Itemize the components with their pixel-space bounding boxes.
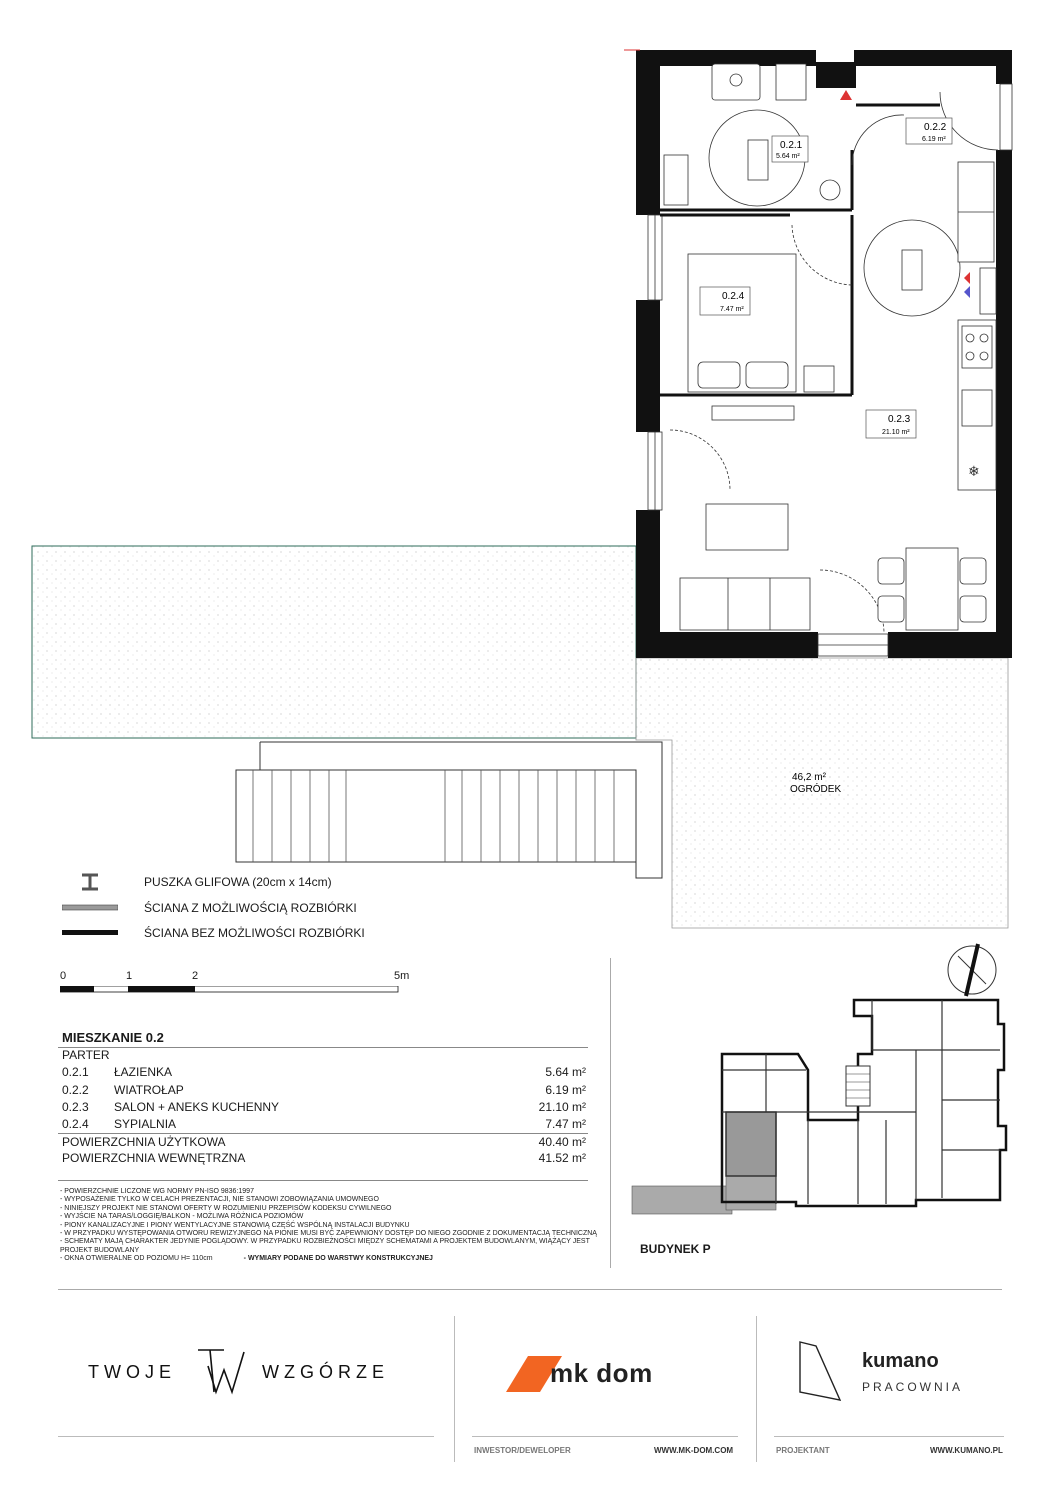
legend-label: PUSZKA GLIFOWA (20cm x 14cm)	[144, 875, 332, 889]
total-name: POWIERZCHNIA UŻYTKOWA	[62, 1135, 226, 1149]
room-number: 0.2.2	[62, 1083, 89, 1097]
total-area: 41.52 m²	[538, 1151, 586, 1165]
legend-label: ŚCIANA Z MOŻLIWOŚCIĄ ROZBIÓRKI	[144, 901, 357, 915]
divider	[454, 1316, 455, 1462]
note-line: - PIONY KANALIZACYJNE I PIONY WENTYLACYJNE STANOWIĄ CZĘŚĆ WSPÓLNĄ INSTALACJI BUDYNKU	[60, 1221, 410, 1229]
scale-bar	[60, 986, 400, 994]
room-area: 5.64 m²	[545, 1065, 586, 1079]
gray-wall-icon	[62, 904, 118, 912]
kumano-logo-icon	[796, 1338, 846, 1404]
divider	[58, 1180, 588, 1181]
garden-area	[32, 546, 1008, 928]
notes	[60, 1188, 600, 1264]
room-area: 7.47 m²	[720, 306, 744, 313]
svg-text:❄: ❄	[968, 463, 980, 479]
room-label-0-2-2	[906, 118, 952, 144]
glif-box-icon	[62, 873, 118, 891]
legend-item-glif-box	[62, 873, 332, 891]
note-dimensions: - WYMIARY PODANE DO WARSTWY KONSTRUKCYJNEJ	[243, 1255, 433, 1263]
room-area: 21.10 m²	[538, 1100, 586, 1114]
room-number: 0.2.3	[62, 1100, 89, 1114]
note-line: - WYPOSAŻENIE TYLKO W CELACH PREZENTACJI, NIE STANOWI ZOBOWIĄZANIA UMOWNEGO	[60, 1196, 379, 1204]
bathroom-fixtures	[664, 64, 840, 206]
garden-label: OGRÓDEK	[790, 784, 842, 795]
investor-label: INWESTOR/DEWELOPER	[474, 1446, 571, 1455]
designer-name: kumano	[862, 1350, 939, 1372]
divider	[774, 1436, 1004, 1437]
room-area: 6.19 m²	[922, 136, 946, 143]
garden-area-label: 46,2 m²	[792, 772, 826, 783]
legend-label: ŚCIANA BEZ MOŻLIWOŚCI ROZBIÓRKI	[144, 926, 365, 940]
building-key-plan	[626, 940, 1036, 1240]
room-id: 0.2.1	[780, 140, 803, 151]
room-row	[62, 1083, 586, 1100]
terrace-stairs	[236, 742, 662, 878]
room-id: 0.2.4	[722, 291, 745, 302]
note-line: - SCHEMATY MAJĄ CHARAKTER JEDYNIE POGLĄDOWY. W PRZYPADKU ROZBIEŻNOŚCI MIĘDZY SCHEMATAMI A PROJEKTEM BUDOWLANYM, WIĄŻĄCY JEST PROJEKT BUDOWLANY	[60, 1238, 590, 1254]
scale-label-1: 1	[126, 970, 133, 982]
room-id: 0.2.3	[888, 414, 911, 425]
total-area: 40.40 m²	[538, 1135, 586, 1149]
room-id: 0.2.2	[924, 122, 947, 133]
black-wall-icon	[62, 929, 118, 937]
note-line: - WYJŚCIE NA TARAS/LOGGIĘ/BALKON - MOŻLIWA RÓŻNICA POZIOMÓW	[60, 1213, 304, 1221]
room-row	[62, 1117, 586, 1134]
brand-wzgorze: WZGÓRZE	[262, 1362, 389, 1382]
room-name: ŁAZIENKA	[114, 1065, 173, 1079]
room-area: 6.19 m²	[545, 1083, 586, 1097]
room-number: 0.2.4	[62, 1117, 89, 1131]
room-row	[62, 1100, 586, 1117]
investor-url[interactable]: WWW.MK-DOM.COM	[654, 1446, 734, 1455]
hall-fixtures	[864, 162, 996, 316]
room-area: 7.47 m²	[545, 1117, 586, 1131]
room-row	[62, 1065, 586, 1082]
scale-label-2: 2	[192, 970, 199, 982]
note-window-height: - OKNA OTWIERALNE OD POZIOMU H= 110cm	[60, 1255, 213, 1263]
room-area: 5.64 m²	[776, 153, 800, 160]
building-label: BUDYNEK P	[640, 1242, 711, 1256]
note-line: - NINIEJSZY PROJEKT NIE STANOWI OFERTY W ROZUMIENIU PRZEPISÓW KODEKSU CYWILNEGO	[60, 1204, 392, 1212]
room-number: 0.2.1	[62, 1065, 89, 1079]
scale-label-5m: 5m	[394, 970, 410, 982]
divider	[58, 1047, 588, 1048]
legend-item-demolishable-wall	[62, 901, 357, 915]
room-name: WIATROŁAP	[114, 1083, 184, 1097]
room-label-0-2-1	[772, 136, 808, 162]
total-name: POWIERZCHNIA WEWNĘTRZNA	[62, 1151, 246, 1165]
note-line: - W PRZYPADKU WYSTĘPOWANIA OTWORU REWIZYJNEGO NA PIONIE MUSI BYĆ ZAPEWNIONY DOSTĘP DO NIEGO ZGODNIE Z DOKUMENTACJĄ TECHNICZNĄ	[60, 1230, 597, 1238]
scale-label-0: 0	[60, 970, 67, 982]
kitchen-units	[958, 320, 996, 490]
divider	[756, 1316, 757, 1462]
divider	[472, 1436, 738, 1437]
investor-logo-text: mk dom	[550, 1358, 653, 1388]
brand-twoje: TWOJE	[88, 1362, 176, 1382]
tw-monogram-icon	[194, 1346, 248, 1396]
room-label-0-2-3	[866, 410, 916, 438]
divider	[58, 1133, 588, 1134]
designer-sub: PRACOWNIA	[862, 1380, 964, 1394]
designer-label: PROJEKTANT	[776, 1446, 830, 1455]
designer-url[interactable]: WWW.KUMANO.PL	[930, 1446, 1003, 1455]
divider	[58, 1289, 1002, 1290]
room-area: 21.10 m²	[882, 429, 910, 436]
room-name: SYPIALNIA	[114, 1117, 177, 1131]
legend-item-structural-wall	[62, 926, 365, 940]
compass-icon	[948, 944, 996, 996]
divider	[610, 958, 611, 1268]
living-furniture	[680, 504, 986, 630]
note-line	[60, 1255, 600, 1263]
room-label-0-2-4	[700, 287, 750, 315]
divider	[58, 1436, 434, 1437]
floor-label: PARTER	[62, 1048, 110, 1062]
room-name: SALON + ANEKS KUCHENNY	[114, 1100, 280, 1114]
apartment-title: MIESZKANIE 0.2	[62, 1030, 164, 1045]
note-line: - POWIERZCHNIE LICZONE WG NORMY PN-ISO 9836:1997	[60, 1188, 254, 1195]
